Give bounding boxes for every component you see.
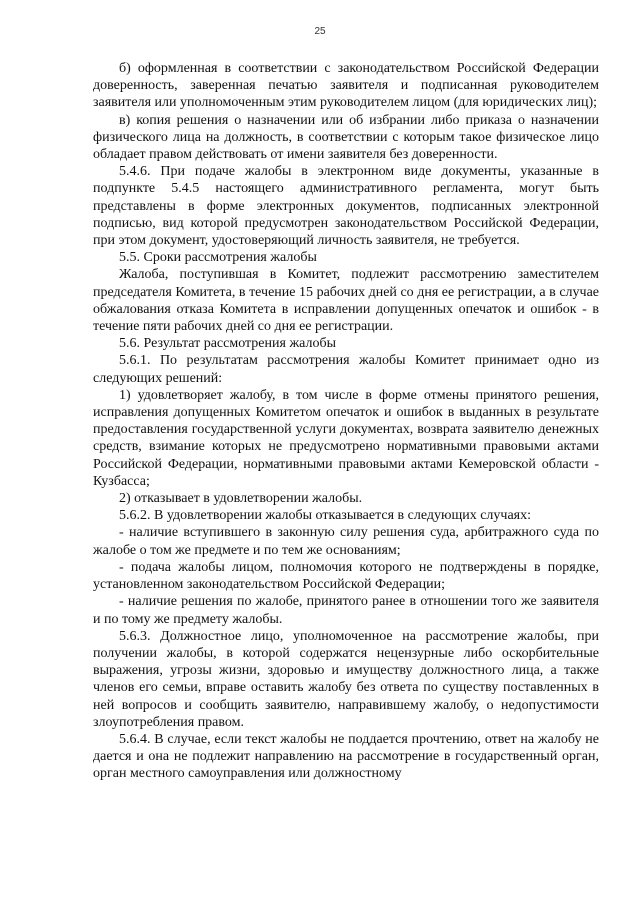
paragraph-doverennost: б) оформленная в соответствии с законодательством Российской Федерации доверенность, заверенная печатью заявителя и подписанная руководителем заявителя или уполномоченным этим руководителем лицом (для юридических лиц); xyxy=(93,61,599,111)
paragraph-5-5-body: Жалоба, поступившая в Комитет, подлежит рассмотрению заместителем председателя Комитета, в течение 15 рабочих дней со дня ее регистрации, а в случае обжалования отказа Комитета в исправлении допущенных опечаток и ошибок - в течение пяти рабочих дней со дня ее регистрации. xyxy=(93,267,599,335)
section-heading-5-5: 5.5. Сроки рассмотрения жалобы xyxy=(119,250,317,266)
paragraph-5-6-2: 5.6.2. В удовлетворении жалобы отказывается в следующих случаях: xyxy=(119,508,532,524)
paragraph-5-6-3: 5.6.3. Должностное лицо, уполномоченное на рассмотрение жалобы, при получении жалобы, в которой содержатся нецензурные либо оскорбительные выражения, угрозы жизни, здоровью и имуществу должностного лица, а также членов его семьи, вправе оставить жалобу без ответа по существу поставленных в ней вопросов и сообщить заявителю, направившему жалобу, о недопустимости злоупотребления правом. xyxy=(93,628,599,730)
page-number: 25 xyxy=(314,26,326,37)
paragraph-5-6-1: 5.6.1. По результатам рассмотрения жалобы Комитет принимает одно из следующих решений: xyxy=(93,353,599,386)
list-item-reshenie-suda: - наличие вступившего в законную силу решения суда, арбитражного суда по жалобе о том же предмете и по тем же основаниям; xyxy=(93,525,599,558)
list-item-otkazyvaet: 2) отказывает в удовлетворении жалобы. xyxy=(119,491,363,507)
document-body xyxy=(93,60,599,783)
paragraph-5-4-6: 5.4.6. При подаче жалобы в электронном виде документы, указанные в подпункте 5.4.5 настоящего административного регламента, могут быть представлены в форме электронных документов, подписанных электронной подписью, вид которой предусмотрен законодательством Российской Федерации, при этом документ, удостоверяющий личность заявителя, не требуется. xyxy=(93,164,599,249)
list-item-ranee-prinyatoe: - наличие решения по жалобе, принятого ранее в отношении того же заявителя и по тому же предмету жалобы. xyxy=(93,594,599,627)
list-item-polnomochiya: - подача жалобы лицом, полномочия которого не подтверждены в порядке, установленном законодательством Российской Федерации; xyxy=(93,559,599,593)
list-item-udovletvoryaet: 1) удовлетворяет жалобу, в том числе в форме отмены принятого решения, исправления допущенных Комитетом опечаток и ошибок в выданных в результате предоставления государственной услуги документах, возврата заявителю денежных средств, взимание которых не предусмотрено нормативными правовыми актами Российской Федерации, нормативными правовыми актами Кемеровской области - Кузбасса; xyxy=(93,387,599,489)
paragraph-5-6-4: 5.6.4. В случае, если текст жалобы не поддается прочтению, ответ на жалобу не дается и она не подлежит направлению на рассмотрение в государственный орган, орган местного самоуправления или должностному xyxy=(93,731,599,782)
paragraph-kopiya-resheniya: в) копия решения о назначении или об избрании либо приказа о назначении физического лица на должность, в соответствии с которым такое физическое лицо обладает правом действовать от имени заявителя без доверенности. xyxy=(93,112,599,163)
section-heading-5-6: 5.6. Результат рассмотрения жалобы xyxy=(119,336,336,352)
